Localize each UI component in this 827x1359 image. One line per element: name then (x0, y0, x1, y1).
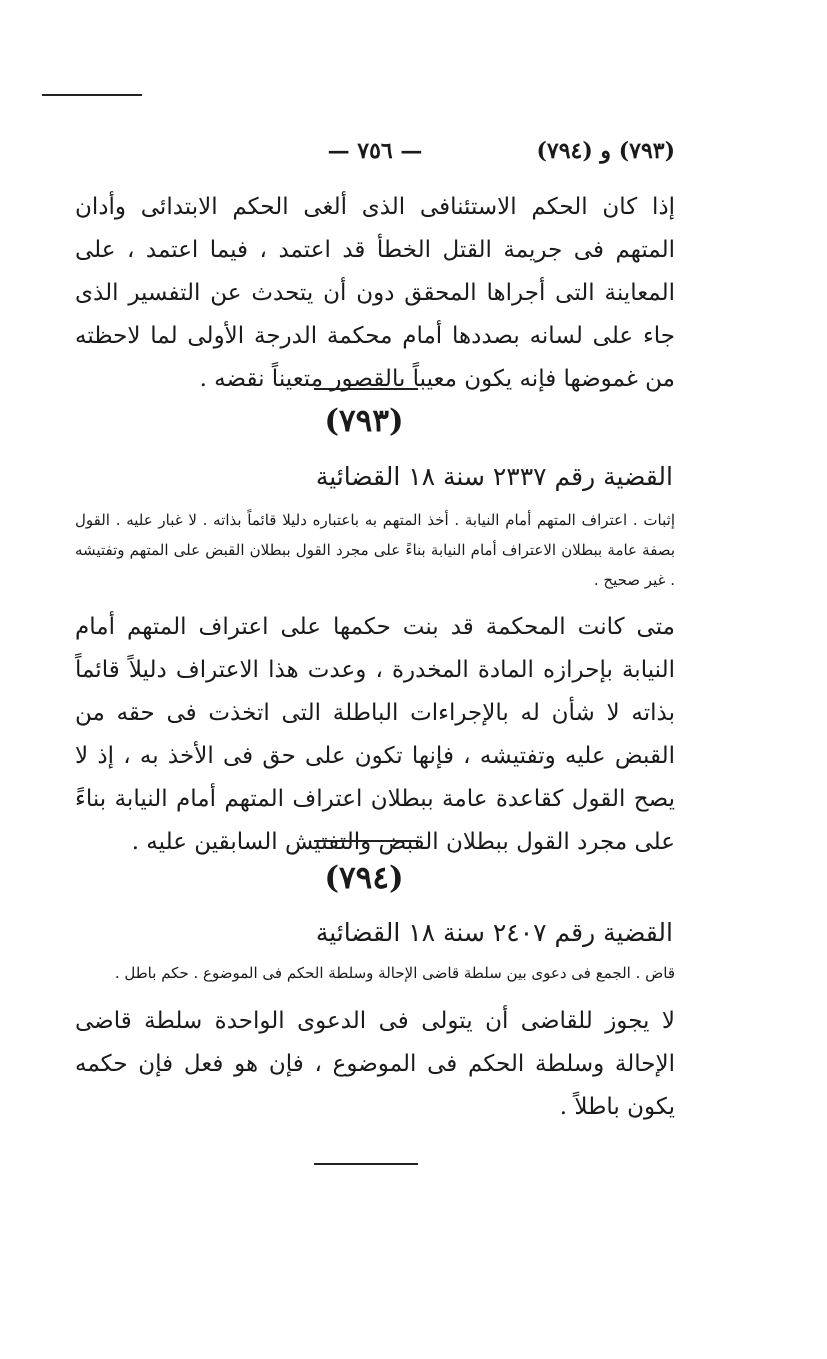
case-body: لا يجوز للقاضى أن يتولى فى الدعوى الواحدة سلطة قاضى الإحالة وسلطة الحكم فى الموضوع ، فإن هو فعل فإن حكمه يكون باطلاً . (75, 1008, 675, 1120)
section-divider (314, 388, 418, 390)
case-title: القضية رقم ٢٣٣٧ سنة ١٨ القضائية (315, 462, 673, 491)
section-divider (314, 1163, 418, 1165)
case-summary: قاض . الجمع فى دعوى بين سلطة قاضى الإحالة وسلطة الحكم فى الموضوع . حكم باطل . (114, 964, 675, 982)
section-divider (314, 840, 418, 842)
case-body: متى كانت المحكمة قد بنت حكمها على اعتراف المتهم أمام النيابة بإحرازه المادة المخدرة ، وعدت هذا الاعتراف دليلاً قائماً بذاته لا شأن له بالإجراءات الباطلة التى اتخذت فى حقه من القبض عليه وتفتيشه ، فإنها تكون على حق فى الأخذ به ، إذ لا يصح القول كقاعدة عامة ببطلان اعتراف المتهم أمام النيابة بناءً على مجرد القول ببطلان القبض والتفتيش السابقين عليه . (75, 614, 675, 855)
case-summary: إثبات . اعتراف المتهم أمام النيابة . أخذ المتهم به باعتباره دليلا قائماً بذاته . لا غبار عليه . القول بصفة عامة ببطلان الاعتراف أمام النيابة بناءً على مجرد القول ببطلان القبض على المتهم وتفتيشه . غير صحيح . (75, 511, 675, 589)
case-references: (٧٩٣) و (٧٩٤) (536, 138, 675, 164)
page-header (75, 138, 675, 174)
case-number: (٧٩٤) (324, 860, 404, 896)
intro-paragraph: إذا كان الحكم الاستئنافى الذى ألغى الحكم الابتدائى وأدان المتهم فى جريمة القتل الخطأ قد اعتمد ، فيما اعتمد ، على المعاينة التى أجراها المحقق دون أن يتحدث عن التفسير الذى جاء على لسانه بصددها أمام محكمة الدرجة الأولى لما لاحظته من غموضها فإنه يكون معيباً بالقصور متعيناً نقضه . (75, 194, 675, 392)
corner-rule (42, 94, 142, 96)
case-title: القضية رقم ٢٤٠٧ سنة ١٨ القضائية (315, 918, 673, 947)
case-number: (٧٩٣) (324, 403, 404, 439)
page-number: — ٧٥٦ — (327, 138, 423, 164)
